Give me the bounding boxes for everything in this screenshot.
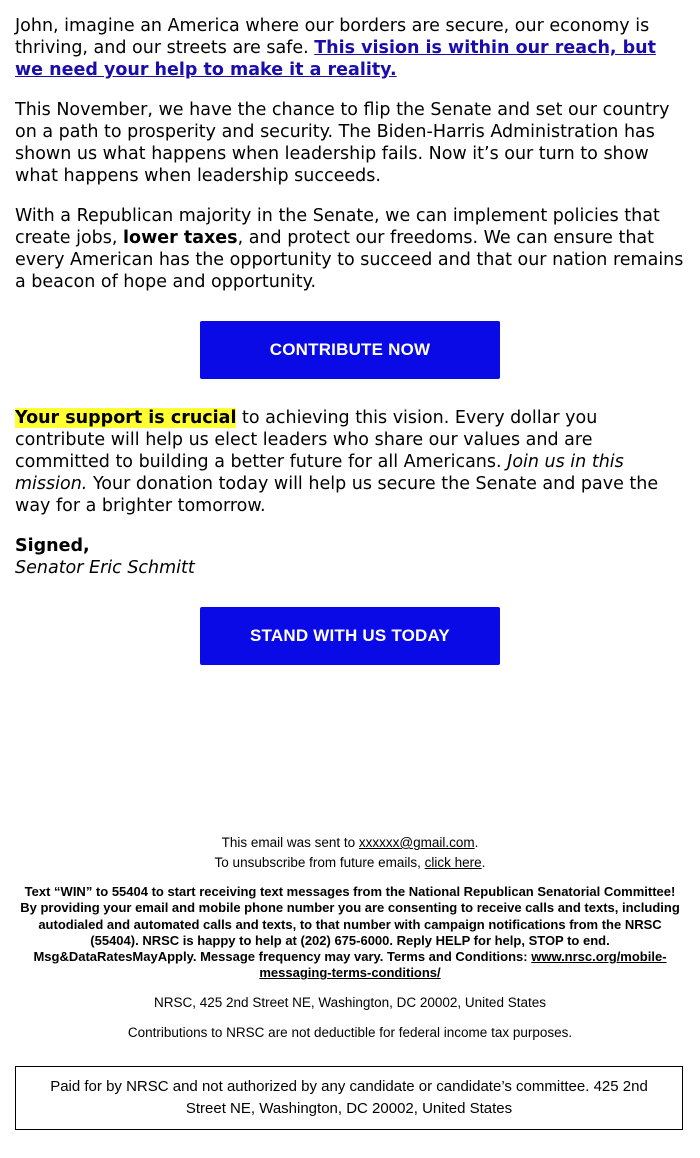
- email-notice: [15, 833, 685, 873]
- sms-terms: [15, 884, 685, 982]
- sms-terms-text: Text “WIN” to 55404 to start receiving text messages from the National Republican Senatorial Committee! By providing your email and mobile phone number you are consenting to receive calls and texts, including autodialed and automated calls and texts, to that number with campaign notifications from the NRSC (55404). NRSC is happy to help at (202) 675-6000. Reply HELP for help, STOP to end. Msg&DataRatesMayApply. Message frequency may vary. Terms and Conditions:: [20, 884, 680, 965]
- recipient-email-link[interactable]: xxxxxx@gmail.com: [358, 835, 475, 850]
- support-text-1: to achieving this vision. Every dollar you contribute will help us elect leaders who share our values and are committed to building a better future for all Americans.: [15, 408, 598, 472]
- intro-paragraph: [15, 15, 685, 81]
- sent-to-line: This email was sent to xxxxxx@gmail.com.: [221, 835, 479, 850]
- support-paragraph: [15, 407, 687, 517]
- majority-paragraph: [15, 205, 685, 293]
- signature-block: [15, 535, 685, 579]
- join-us-italic: Join us in this mission.: [15, 452, 624, 494]
- signed-label: Signed,: [15, 536, 90, 556]
- stand-with-us-button[interactable]: STAND WITH US TODAY: [200, 607, 500, 665]
- lower-taxes-bold: lower taxes: [123, 228, 238, 248]
- contribute-now-button[interactable]: CONTRIBUTE NOW: [200, 321, 500, 379]
- support-text-2: Your donation today will help us secure the Senate and pave the way for a brighter tomorrow.: [15, 474, 659, 516]
- intro-text: John, imagine an America where our borders are secure, our economy is thriving, and our streets are safe.: [15, 16, 650, 58]
- november-paragraph: This November, we have the chance to flip the Senate and set our country on a path to prosperity and security. The Biden-Harris Administration has shown us what happens when leadership fails. Now it’s our turn to show what happens when leadership succeeds.: [15, 100, 670, 186]
- paid-for-text: Paid for by NRSC and not authorized by any candidate or candidate’s committee. 425 2nd Street NE, Washington, DC 20002, United States: [50, 1078, 648, 1117]
- paid-for-box: [15, 1066, 683, 1130]
- vision-link[interactable]: This vision is within our reach, but we need your help to make it a reality.: [15, 38, 656, 80]
- support-highlight: Your support is crucial: [15, 408, 237, 428]
- unsubscribe-link[interactable]: click here: [424, 855, 482, 870]
- majority-text-after: , and protect our freedoms. We can ensure that every American has the opportunity to succeed and that our nation remains a beacon of hope and opportunity.: [15, 228, 684, 292]
- majority-text-before: With a Republican majority in the Senate, we can implement policies that create jobs,: [15, 206, 660, 248]
- tax-notice: Contributions to NRSC are not deductible for federal income tax purposes.: [127, 1025, 573, 1040]
- unsubscribe-line: To unsubscribe from future emails, click here.: [214, 855, 486, 870]
- signer-name: Senator Eric Schmitt: [15, 558, 195, 578]
- nrsc-address: NRSC, 425 2nd Street NE, Washington, DC 20002, United States: [154, 995, 546, 1010]
- sms-terms-link[interactable]: www.nrsc.org/mobile-messaging-terms-conditions/: [259, 949, 667, 981]
